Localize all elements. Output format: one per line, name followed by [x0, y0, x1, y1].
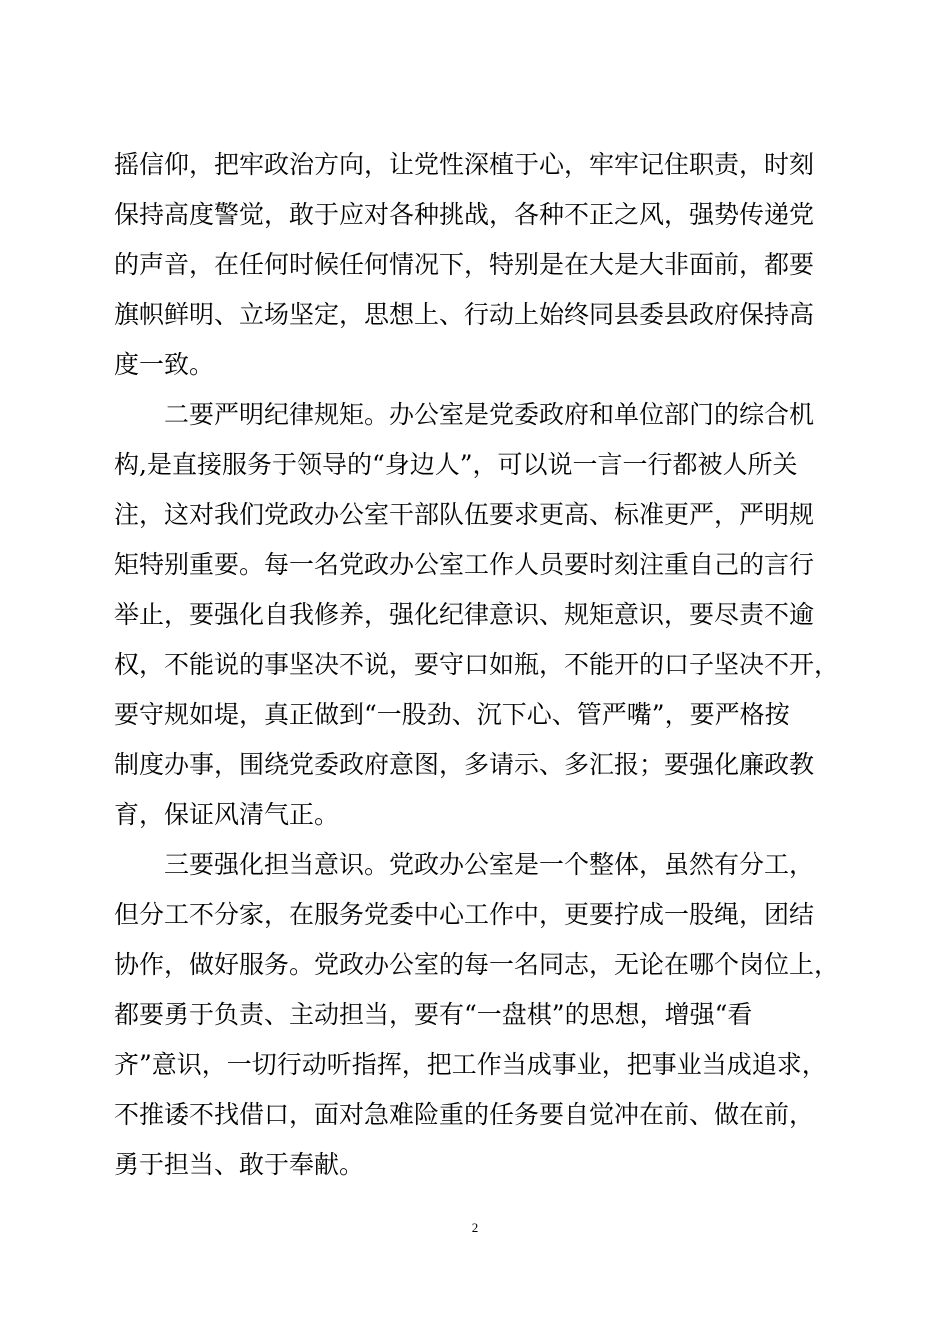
- paragraph-heading-line: 二要严明纪律规矩。办公室是党委政府和单位部门的综合机: [164, 400, 815, 429]
- text-line: 都要勇于负责、主动担当，要有“一盘棋”的思想，增强“看: [114, 1000, 753, 1029]
- text-line: 要守规如堤，真正做到“一股劲、沉下心、管严嘴”，要严格按: [114, 700, 790, 729]
- document-body: [114, 140, 844, 1190]
- text-line: 权，不能说的事坚决不说，要守口如瓶，不能开的口子坚决不开，: [114, 650, 840, 679]
- text-line: 制度办事，围绕党委政府意图，多请示、多汇报；要强化廉政教: [114, 750, 815, 779]
- page-number: 2: [471, 1220, 479, 1235]
- text-line: 育，保证风清气正。: [114, 800, 340, 829]
- text-line: 旗帜鲜明、立场坚定，思想上、行动上始终同县委县政府保持高: [114, 300, 815, 329]
- text-line: 勇于担当、敢于奉献。: [114, 1150, 365, 1179]
- text-line: 不推诿不找借口，面对急难险重的任务要自觉冲在前、做在前，: [114, 1100, 815, 1129]
- text-line: 但分工不分家，在服务党委中心工作中，更要拧成一股绳，团结: [114, 900, 815, 929]
- text-line: 保持高度警觉，敢于应对各种挑战，各种不正之风，强势传递党: [114, 200, 815, 229]
- text-line: 举止，要强化自我修养，强化纪律意识、规矩意识，要尽责不逾: [114, 600, 815, 629]
- text-line: 度一致。: [114, 350, 215, 379]
- text-line: 齐”意识，一切行动听指挥，把工作当成事业，把事业当成追求，: [114, 1050, 827, 1079]
- paragraph-heading-line: 三要强化担当意识。党政办公室是一个整体，虽然有分工，: [164, 850, 815, 879]
- text-line: 构,是直接服务于领导的“身边人”，可以说一言一行都被人所关: [114, 450, 798, 479]
- text-line: 摇信仰，把牢政治方向，让党性深植于心，牢牢记住职责，时刻: [114, 150, 815, 179]
- text-line: 协作，做好服务。党政办公室的每一名同志，无论在哪个岗位上，: [114, 950, 840, 979]
- text-line: 注，这对我们党政办公室干部队伍要求更高、标准更严，严明规: [114, 500, 815, 529]
- text-line: 的声音，在任何时候任何情况下，特别是在大是大非面前，都要: [114, 250, 815, 279]
- text-line: 矩特别重要。每一名党政办公室工作人员要时刻注重自己的言行: [114, 550, 815, 579]
